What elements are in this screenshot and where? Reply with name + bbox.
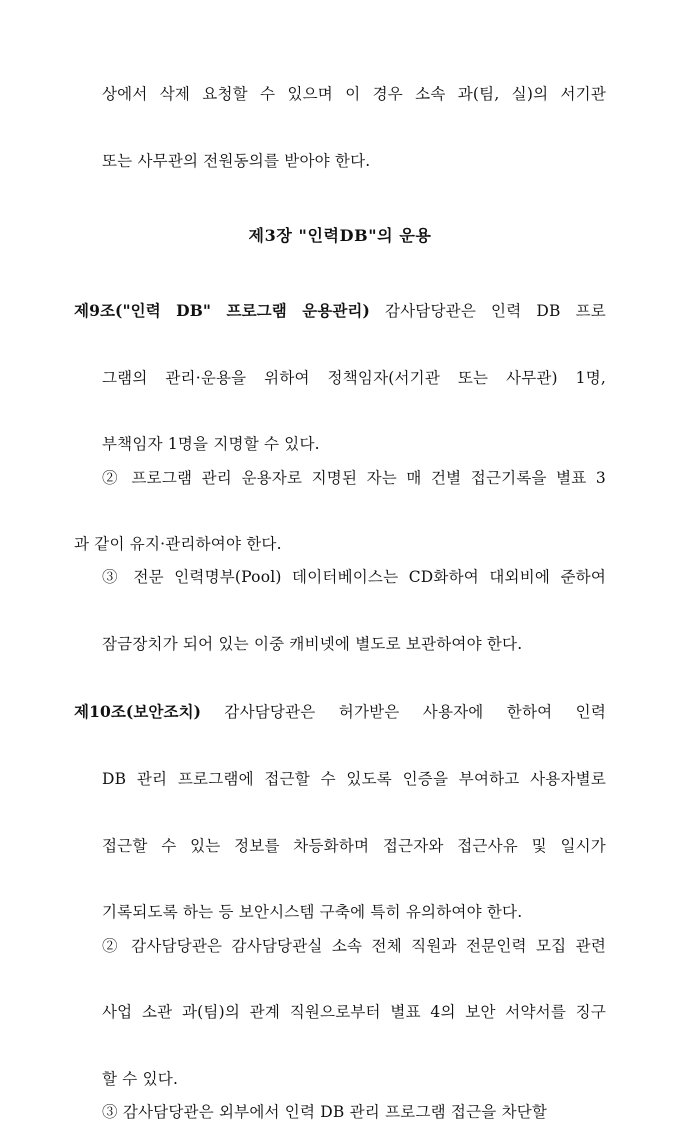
article-10-clause-1-line: 접근할 수 있는 정보를 차등화하며 접근자와 접근사유 및 일시가	[102, 836, 606, 855]
article-10-clause-3-line: ③ 감사담당관은 외부에서 인력 DB 관리 프로그램 접근을 차단할	[102, 1103, 548, 1122]
paragraph-line: 또는 사무관의 전원동의를 받아야 한다.	[102, 151, 371, 170]
article-10-label: 제10조(보안조치)	[74, 702, 202, 722]
article-10	[74, 695, 606, 1129]
article-9-clause-1-head: 감사담당관은 인력 DB 프로	[384, 301, 606, 320]
chapter-heading: 제3장 "인력DB"의 운용	[248, 225, 432, 245]
article-9-clause-1-line: 부책임자 1명을 지명할 수 있다.	[102, 435, 320, 454]
spacer	[74, 252, 606, 294]
article-10-clause-1-line: 기록되도록 하는 등 보안시스템 구축에 특히 유의하여야 한다.	[102, 903, 523, 922]
article-10-clause-1-line: DB 관리 프로그램에 접근할 수 있도록 인증을 부여하고 사용자별로	[102, 770, 606, 788]
spacer	[74, 661, 606, 695]
spacer	[74, 178, 606, 220]
article-10-clause-2-line: 할 수 있다.	[102, 1069, 179, 1088]
article-9-clause-2-line: ② 프로그램 관리 운용자로 지명된 자는 매 건별 접근기록을 별표 3	[102, 468, 606, 487]
article-9	[74, 294, 606, 661]
article-10-clause-2-line: ② 감사담당관은 감사담당관실 소속 전체 직원과 전문인력 모집 관련	[102, 936, 606, 955]
article-10-clause-1-head: 감사담당관은 허가받은 사용자에 한하여 인력	[224, 703, 606, 722]
article-9-clause-3-line: 잠금장치가 되어 있는 이중 캐비넷에 별도로 보관하여야 한다.	[102, 635, 523, 654]
article-9-clause-3-line: ③ 전문 인력명부(Pool) 데이터베이스는 CD화하여 대외비에 준하여	[102, 568, 606, 587]
article-9-label: 제9조("인력 DB" 프로그램 운용관리)	[74, 300, 370, 320]
article-10-clause-2-line: 사업 소관 과(팀)의 관계 직원으로부터 별표 4의 보안 서약서를 징구	[102, 1003, 606, 1022]
article-9-first-line	[74, 294, 606, 362]
paragraph-line: 상에서 삭제 요청할 수 있으며 이 경우 소속 과(팀, 실)의 서기관	[102, 85, 606, 103]
article-9-clause-2-line: 과 같이 유지·관리하여야 한다.	[74, 535, 282, 554]
article-10-first-line	[74, 695, 606, 763]
continuation-paragraph	[74, 78, 606, 178]
article-9-clause-1-line: 그램의 관리·운용을 위하여 정책임자(서기관 또는 사무관) 1명,	[102, 368, 606, 387]
